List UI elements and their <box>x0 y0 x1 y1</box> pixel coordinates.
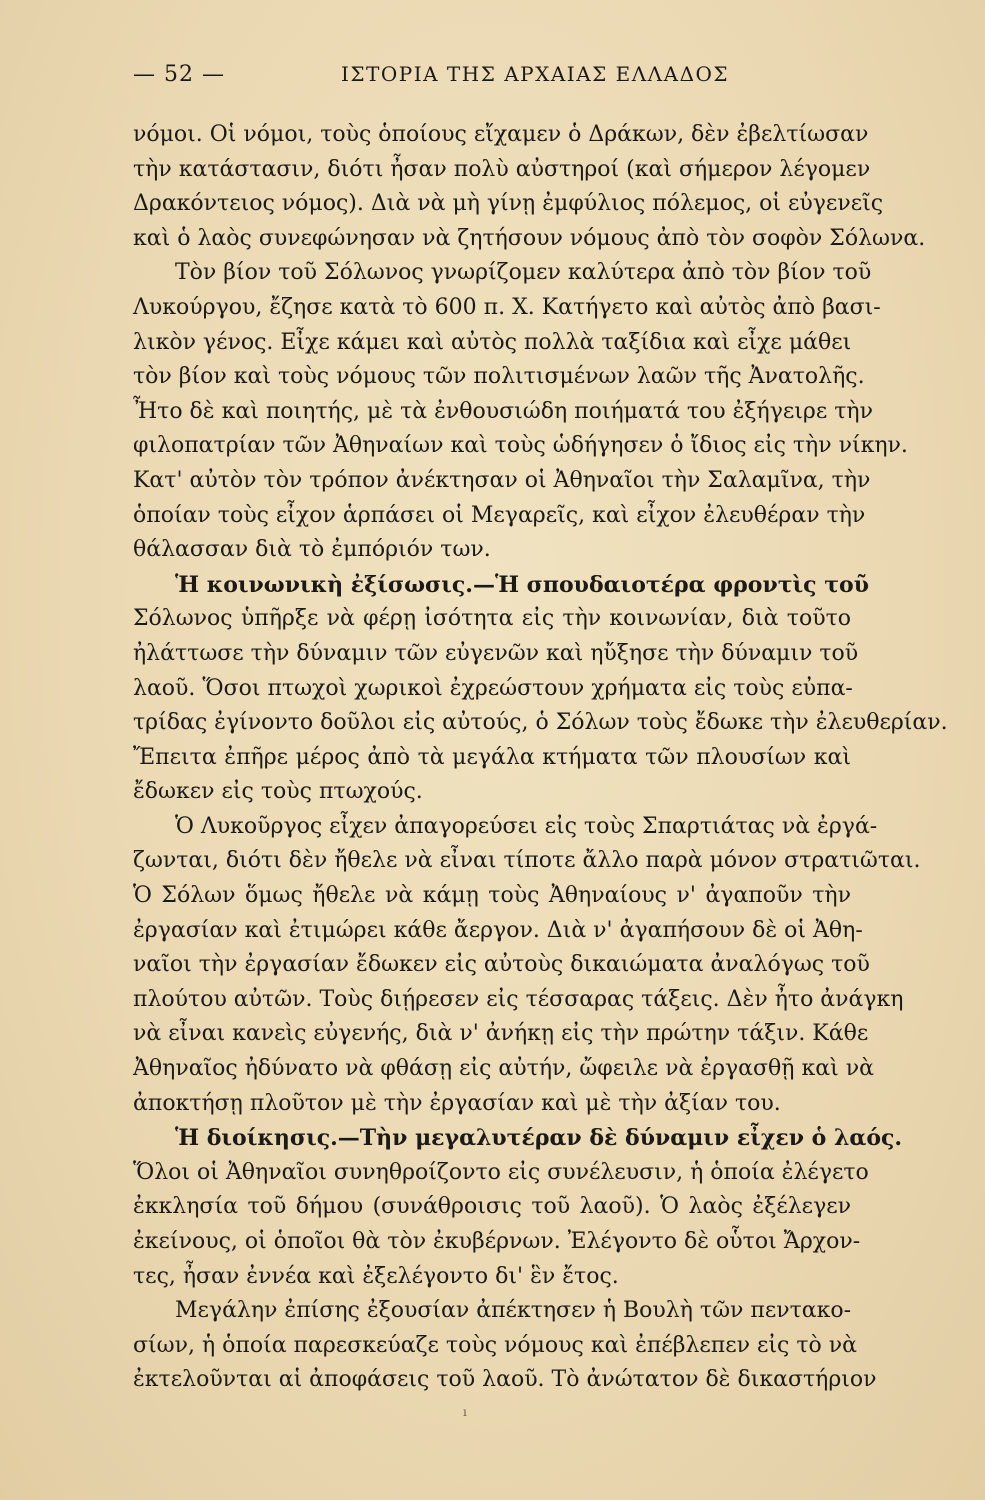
text-line: ζωνται, διότι δὲν ἤθελε νὰ εἶναι τίποτε ἄλλο παρὰ μόνον στρατιῶται. <box>133 848 921 874</box>
text-line: Ὅλοι οἱ Ἀθηναῖοι συνηθροίζοντο εἰς συνέλευσιν, ἡ ὁποία ἐλέγετο <box>133 1159 869 1185</box>
text-line: Δρακόντειος νόμος). Διὰ νὰ μὴ γίνῃ ἐμφύλιος πόλεμος, οἱ εὐγενεῖς <box>133 191 884 217</box>
print-mark-icon: ı <box>463 1405 467 1419</box>
text-line: ἐκείνους, οἱ ὁποῖοι θὰ τὸν ἐκυβέρνων. Ἐλέγοντο δὲ οὗτοι Ἄρχον- <box>133 1229 861 1254</box>
text-line: Λυκούργου, ἔζησε κατὰ τὸ 600 π. Χ. Κατήγετο καὶ αὐτὸς ἀπὸ βασι- <box>133 294 881 320</box>
text-line: Μεγάλην ἐπίσης ἐξουσίαν ἀπέκτησεν ἡ Βουλὴ τῶν πεντακο- <box>175 1298 852 1324</box>
text-line: ἠλάττωσε τὴν δύναμιν τῶν εὐγενῶν καὶ ηὔξησε τὴν δύναμιν τοῦ <box>133 640 859 666</box>
text-line: ἔδωκεν εἰς τοὺς πτωχούς. <box>133 779 423 805</box>
text-line: Ἦτο δὲ καὶ ποιητής, μὲ τὰ ἐνθουσιώδη ποιήματά του ἐξήγειρε τὴν <box>133 398 873 424</box>
text-line: Κατ' αὐτὸν τὸν τρόπον ἀνέκτησαν οἱ Ἀθηναῖοι τὴν Σαλαμῖνα, τὴν <box>133 467 871 493</box>
text-line: τὸν βίον καὶ τοὺς νόμους τῶν πολιτισμένων λαῶν τῆς Ἀνατολῆς. <box>133 364 865 390</box>
text-line: φιλοπατρίαν τῶν Ἀθηναίων καὶ τοὺς ὡδήγησεν ὁ ἴδιος εἰς τὴν νίκην. <box>133 433 908 459</box>
text-line: Τὸν βίον τοῦ Σόλωνος γνωρίζομεν καλύτερα ἀπὸ τὸν βίον τοῦ <box>175 260 872 286</box>
text-line: σίων, ἡ ὁποία παρεσκεύαζε τοὺς νόμους καὶ ἐπέβλεπεν εἰς τὸ νὰ <box>133 1332 858 1358</box>
text-line: ναῖοι τὴν ἐργασίαν ἔδωκεν εἰς αὐτοὺς δικαιώματα ἀναλόγως τοῦ <box>133 952 870 978</box>
text-line: Ἀθηναῖος ἠδύνατο νὰ φθάσῃ εἰς αὐτήν, ὤφειλε νὰ ἐργασθῇ καὶ νὰ <box>133 1056 874 1082</box>
page-number: — 52 — <box>133 62 225 87</box>
running-title: ΙΣΤΟΡΙΑ ΤΗΣ ΑΡΧΑΙΑΣ ΕΛΛΑΔΟΣ <box>341 62 730 86</box>
text-line: ὁποίαν τοὺς εἶχον ἁρπάσει οἱ Μεγαρεῖς, καὶ εἶχον ἐλευθέραν τὴν <box>133 502 866 528</box>
body-text <box>133 118 948 1398</box>
text-line: ἀποκτήσῃ πλοῦτον μὲ τὴν ἐργασίαν καὶ μὲ τὴν ἀξίαν του. <box>133 1090 781 1116</box>
text-line: ἐκκλησία τοῦ δήμου (συνάθροισις τοῦ λαοῦ). Ὁ λαὸς ἐξέλεγεν <box>133 1194 851 1220</box>
section-heading-line: Ἡ κοινωνικὴ ἐξίσωσις.—Ἡ σπουδαιοτέρα φροντὶς τοῦ <box>175 571 869 598</box>
text-line: Σόλωνος ὑπῆρξε νὰ φέρῃ ἰσότητα εἰς τὴν κοινωνίαν, διὰ τοῦτο <box>133 606 851 632</box>
text-line: νὰ εἶναι κανεὶς εὐγενής, διὰ ν' ἀνήκῃ εἰς τὴν πρώτην τάξιν. Κάθε <box>133 1021 869 1047</box>
text-line: λαοῦ. Ὅσοι πτωχοὶ χωρικοὶ ἐχρεώστουν χρήματα εἰς τοὺς εὐπα- <box>133 675 853 701</box>
text-line: Ὁ Σόλων ὅμως ἤθελε νὰ κάμῃ τοὺς Ἀθηναίους ν' ἀγαποῦν τὴν <box>133 883 851 909</box>
text-line: πλούτου αὐτῶν. Τοὺς διῄρεσεν εἰς τέσσαρας τάξεις. Δὲν ἦτο ἀνάγκη <box>133 986 904 1012</box>
text-line: ἐργασίαν καὶ ἐτιμώρει κάθε ἄεργον. Διὰ ν' ἀγαπήσουν δὲ οἱ Ἀθη- <box>133 917 863 943</box>
page-header <box>133 62 853 96</box>
text-line: νόμοι. Οἱ νόμοι, τοὺς ὁποίους εἴχαμεν ὁ Δράκων, δὲν ἐβελτίωσαν <box>133 122 869 147</box>
text-line: θάλασσαν διὰ τὸ ἐμπόριόν των. <box>133 537 491 563</box>
text-line: Ὁ Λυκοῦργος εἶχεν ἀπαγορεύσει εἰς τοὺς Σπαρτιάτας νὰ ἐργά- <box>175 813 878 839</box>
text-line: καὶ ὁ λαὸς συνεφώνησαν νὰ ζητήσουν νόμους ἀπὸ τὸν σοφὸν Σόλωνα. <box>133 225 926 251</box>
text-line: Ἔπειτα ἐπῆρε μέρος ἀπὸ τὰ μεγάλα κτήματα τῶν πλουσίων καὶ <box>133 744 851 770</box>
text-line: τὴν κατάστασιν, διότι ἦσαν πολὺ αὐστηροί (καὶ σήμερον λέγομεν <box>133 156 871 182</box>
text-line: λικὸν γένος. Εἶχε κάμει καὶ αὐτὸς πολλὰ ταξίδια καὶ εἶχε μάθει <box>133 329 852 355</box>
section-heading-line: Ἡ διοίκησις.—Τὴν μεγαλυτέραν δὲ δύναμιν εἶχεν ὁ λαός. <box>175 1125 903 1152</box>
text-line: τες, ἦσαν ἐννέα καὶ ἐξελέγοντο δι' ἓν ἔτος. <box>133 1263 619 1289</box>
text-line: ἐκτελοῦνται αἱ ἀποφάσεις τοῦ λαοῦ. Τὸ ἀνώτατον δὲ δικαστήριον <box>133 1367 877 1393</box>
text-line: τρίδας ἐγίνοντο δοῦλοι εἰς αὐτούς, ὁ Σόλων τοὺς ἔδωκε τὴν ἐλευθερίαν. <box>133 710 948 736</box>
